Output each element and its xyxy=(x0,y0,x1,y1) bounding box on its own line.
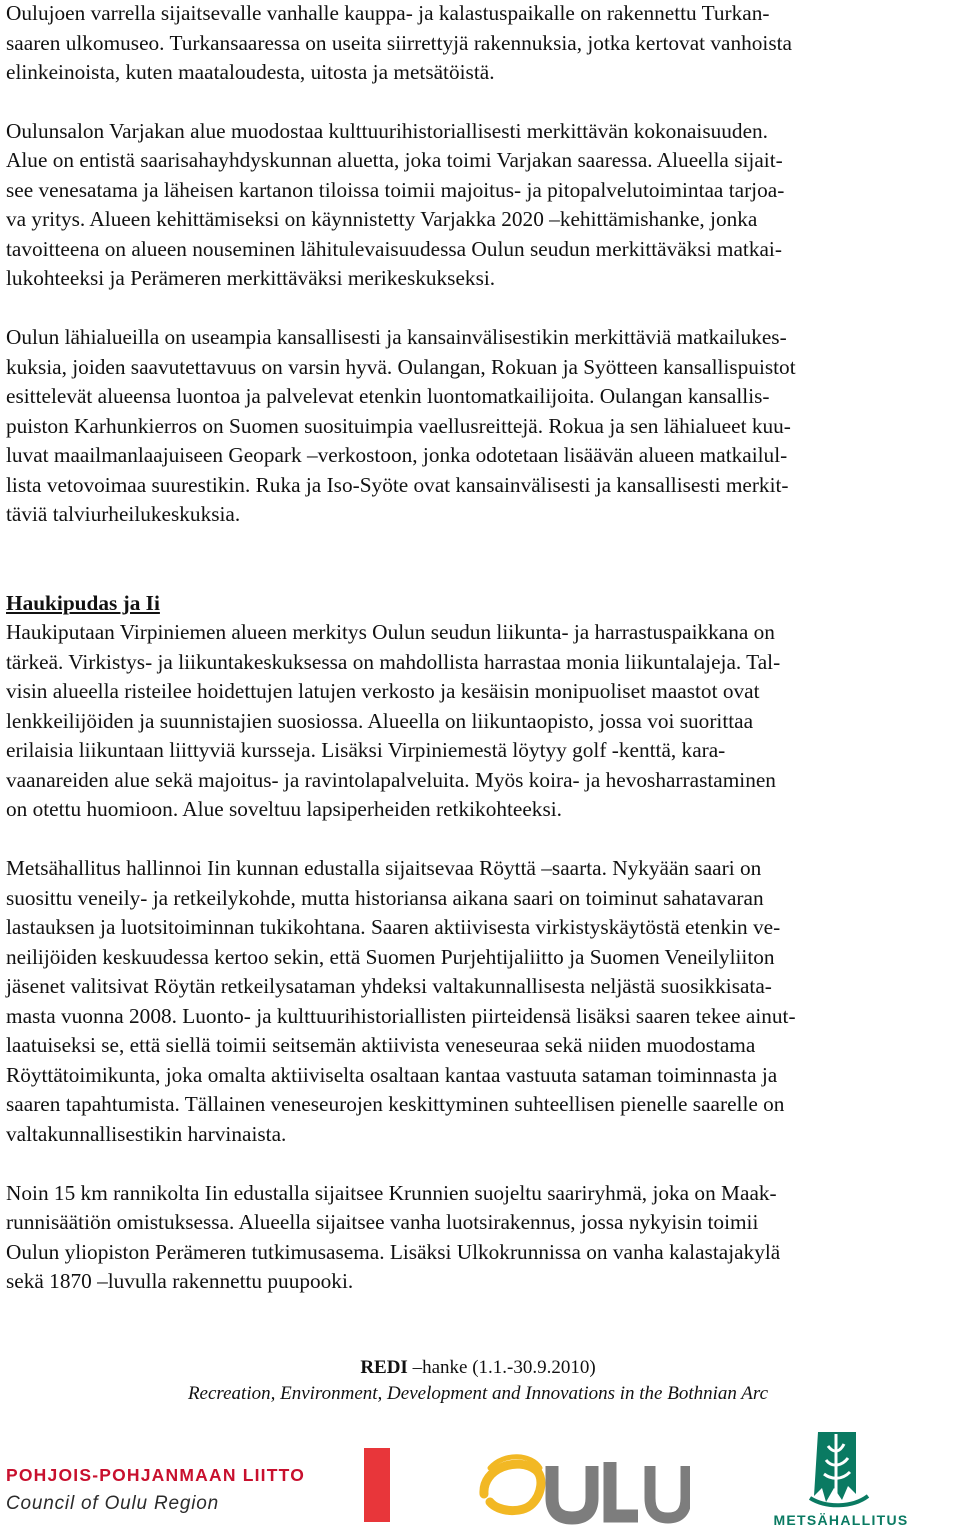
paragraph-line: kuksia, joiden saavutettavuus on varsin hyvä. Oulangan, Rokuan ja Syötteen kansallispuistot xyxy=(6,355,796,379)
paragraph-line: jäsenet valitsivat Röytän retkeilysataman yhdeksi valtakunnallisesta neljästä suosikkisata- xyxy=(6,974,772,998)
paragraph-line: Oulunsalon Varjakan alue muodostaa kulttuurihistoriallisesti merkittävän kokonaisuuden. xyxy=(6,119,769,143)
ppl-logo-name: POHJOIS-POHJANMAAN LIITTO xyxy=(6,1465,306,1485)
metsahallitus-logo xyxy=(752,1428,930,1532)
paragraph-line: erilaisia liikuntaan liittyviä kursseja. Lisäksi Virpiniemestä löytyy golf -kenttä, kara- xyxy=(6,738,726,762)
paragraph-line: Noin 15 km rannikolta Iin edustalla sijaitsee Krunnien suojeltu saariryhmä, joka on Maak- xyxy=(6,1181,777,1205)
paragraph-line: tärkeä. Virkistys- ja liikuntakeskuksessa on mahdollista harrastaa monia liikuntalajeja. Tal- xyxy=(6,650,781,674)
paragraph-line: va yritys. Alueen kehittämiseksi on käynnistetty Varjakka 2020 –kehittämishanke, jonka xyxy=(6,207,758,231)
paragraph-line: visin alueella risteilee hoidettujen latujen verkosto ja kesäisin monipuoliset maastot ovat xyxy=(6,679,760,703)
paragraph-line: sekä 1870 –luvulla rakennettu puupooki. xyxy=(6,1269,354,1293)
paragraph-line: vaanareiden alue sekä majoitus- ja ravintolapalveluita. Myös koira- ja hevosharrastaminen xyxy=(6,768,776,792)
paragraph-line: Metsähallitus hallinnoi Iin kunnan edustalla sijaitsevaa Röyttä –saarta. Nykyään saari on xyxy=(6,856,762,880)
paragraph-line: lenkkeilijöiden ja suunnistajien suosiossa. Alueella on liikuntaopisto, jossa voi suorittaa xyxy=(6,709,754,733)
paragraph-line: see venesatama ja läheisen kartanon tiloissa toimii majoitus- ja pitopalvelutoimintaa tarjoa- xyxy=(6,178,785,202)
paragraph-line: Oulujoen varrella sijaitsevalle vanhalle kauppa- ja kalastuspaikalle on rakennettu Turkan- xyxy=(6,1,770,25)
project-subtitle: Recreation, Environment, Development and Innovations in the Bothnian Arc xyxy=(187,1383,769,1404)
paragraph-line: esittelevät alueensa luontoa ja palvelevat etenkin luontomatkailijoita. Oulangan kansallis- xyxy=(6,384,770,408)
logo-strip xyxy=(0,1420,960,1532)
paragraph-line: laatuiseksi se, että siellä toimii seitsemän aktiivista veneseuraa sekä niiden muodostama xyxy=(6,1033,756,1057)
paragraph-line: lastauksen ja luotsitoiminnan tukikohtana. Saaren aktiivisesta virkistyskäytöstä etenkin ve- xyxy=(6,915,781,939)
paragraph-line: Oulun lähialueilla on useampia kansallisesti ja kansainvälisestikin merkittäviä matkailukes- xyxy=(6,325,787,349)
oulu-logo xyxy=(474,1450,690,1526)
paragraph-line: suosittu veneily- ja retkeilykohde, mutta historiansa aikana saari on toiminut sahatavaran xyxy=(6,886,764,910)
paragraph-line: puiston Karhunkierros on Suomen suosituimpia vaellusreittejä. Rokua ja sen lähialueet kuu- xyxy=(6,414,791,438)
red-bar-logo xyxy=(364,1448,390,1522)
oulu-logo-text: OULU xyxy=(474,1450,477,1451)
pohjois-pohjanmaan-liitto-logo xyxy=(6,1464,305,1516)
project-name-bold: REDI xyxy=(360,1357,408,1378)
paragraph-line: neilijöiden keskuudessa kertoo sekin, että Suomen Purjehtijaliitto ja Suomen Veneilyliiton xyxy=(6,945,775,969)
paragraph-line: Oulun yliopiston Perämeren tutkimusasema. Lisäksi Ulkokrunnissa on vanha kalastajakylä xyxy=(6,1240,781,1264)
paragraph-line: Röyttätoimikunta, joka omalta aktiiviselta osaltaan kantaa vastuuta sataman toiminnasta ja xyxy=(6,1063,778,1087)
paragraph-line: elinkeinoista, kuten maataloudesta, uitosta ja metsätöistä. xyxy=(6,60,495,84)
project-name xyxy=(6,1356,950,1380)
project-period: –hanke (1.1.-30.9.2010) xyxy=(407,1357,596,1378)
paragraph-line: masta vuonna 2008. Luonto- ja kulttuurihistoriallisten piirteidensä lisäksi saaren tekee ainut- xyxy=(6,1004,796,1028)
paragraph-line: luvat maailmanlaajuiseen Geopark –verkostoon, jonka odotetaan lisäävän alueen matkailul- xyxy=(6,443,788,467)
section-heading: Haukipudas ja Ii xyxy=(6,591,160,615)
paragraph-line: tavoitteena on alueen nouseminen lähitulevaisuudessa Oulun seudun merkittäväksi matkai- xyxy=(6,237,782,261)
metsahallitus-emblem xyxy=(752,1428,930,1512)
ppl-logo-subtitle: Council of Oulu Region xyxy=(6,1493,219,1514)
metsahallitus-wordmark: METSÄHALLITUS xyxy=(773,1512,909,1528)
paragraph-line: täviä talviurheilukeskuksia. xyxy=(6,502,241,526)
paragraph-line: Alue on entistä saarisahayhdyskunnan aluetta, joka toimi Varjakan saaressa. Alueella sijait- xyxy=(6,148,783,172)
paragraph-line: saaren tapahtumista. Tällainen veneseurojen keskittyminen suhteellisen pienelle saarelle on xyxy=(6,1092,785,1116)
paragraph-line: runnisäätiön omistuksessa. Alueella sijaitsee vanha luotsirakennus, jossa nykyisin toimii xyxy=(6,1210,759,1234)
paragraph-line: valtakunnallisestikin harvinaista. xyxy=(6,1122,287,1146)
paragraph-line: saaren ulkomuseo. Turkansaaressa on useita siirrettyjä rakennuksia, jotka kertovat vanhoista xyxy=(6,31,793,55)
paragraph-line: Haukiputaan Virpiniemen alueen merkitys Oulun seudun liikunta- ja harrastuspaikkana on xyxy=(6,620,775,644)
paragraph-line: on otettu huomioon. Alue soveltuu lapsiperheiden retkikohteeksi. xyxy=(6,797,562,821)
paragraph-line: lista vetovoimaa suurestikin. Ruka ja Iso-Syöte ovat kansainvälisesti ja kansallisesti merkit- xyxy=(6,473,789,497)
paragraph-line: lukohteeksi ja Perämeren merkittäväksi merikeskukseksi. xyxy=(6,266,496,290)
